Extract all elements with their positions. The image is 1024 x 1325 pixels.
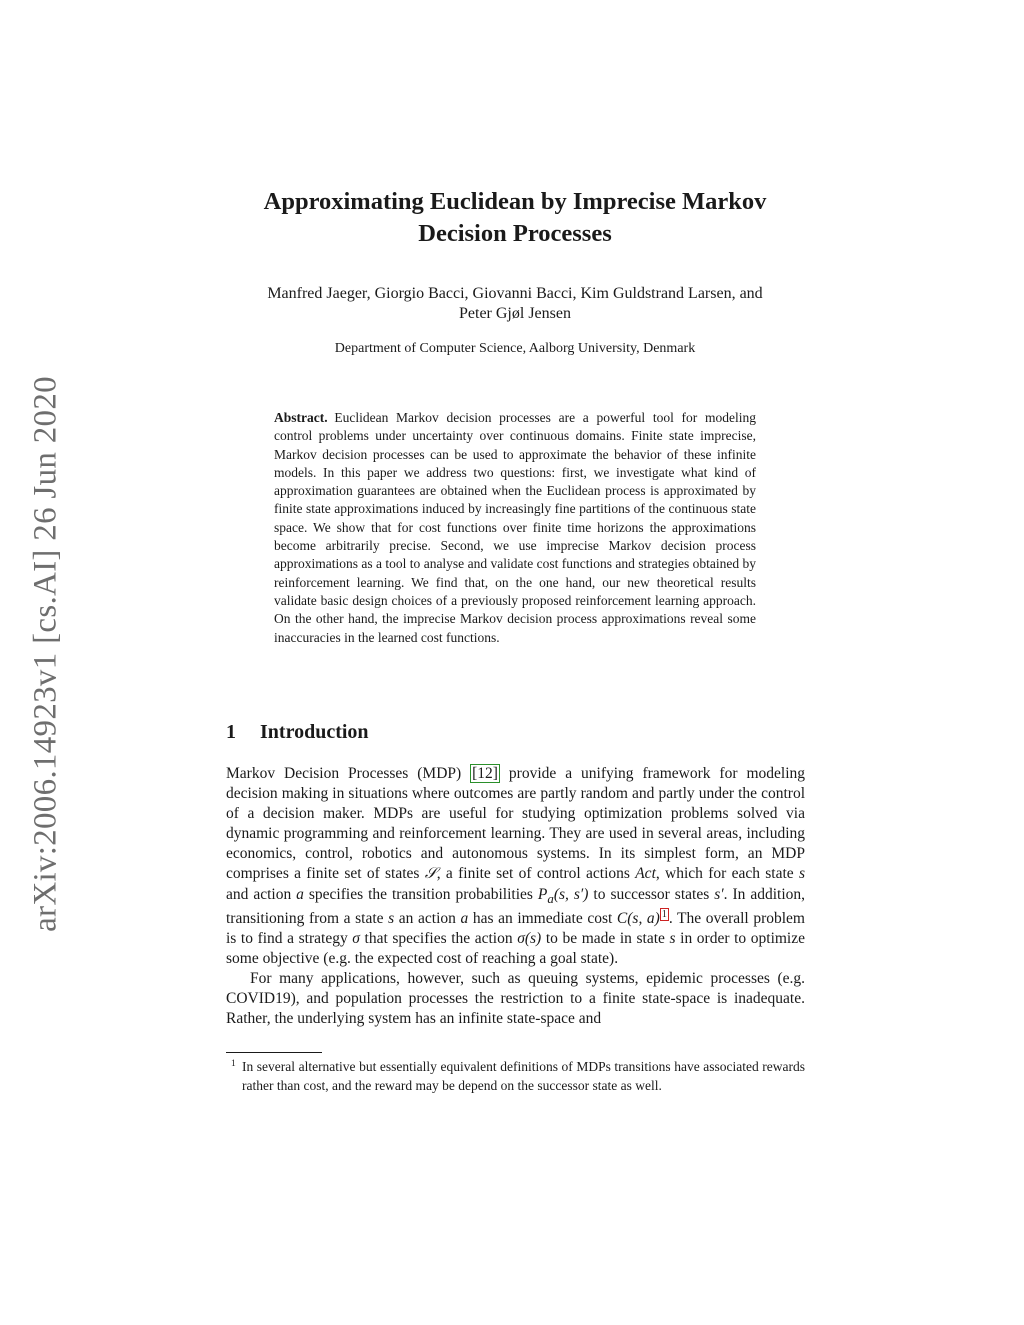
footnote <box>226 1057 805 1095</box>
citation-link[interactable]: [12] <box>472 765 498 782</box>
section-title: Introduction <box>260 721 369 743</box>
arxiv-identifier: arXiv:2006.14923v1 [cs.AI] 26 Jun 2020 <box>27 376 64 932</box>
abstract-text: Euclidean Markov decision processes are a powerful tool for modeling control problems under uncertainty over continuous domains. Finite state imprecise, Markov decision processes can be used to approximate the behavior of these infinite models. In this paper we address two questions: first, we investigate what kind of approximation guarantees are obtained when the Euclidean process is approximated by finite state approximations induced by increasingly fine partitions of the continuous state space. We show that for cost functions over finite time horizons the approximations become arbitrarily precise. Second, we use imprecise Markov decision process approximations as a tool to analyse and validate cost functions and strategies obtained by reinforcement learning. We find that, on the one hand, our new theoretical results validate basic design choices of a previously proposed reinforcement learning approach. On the other hand, the imprecise Markov decision process approximations reveal some inaccuracies in the learned cost functions. <box>274 410 756 645</box>
intro-paragraph-1: Markov Decision Processes (MDP) [12] provide a unifying framework for modeling decision making in situations where outcomes are partly random and partly under the control of a decision maker. MDPs are useful for studying optimization problems solved via dynamic programming and reinforcement learning. They are used in several areas, including economics, control, robotics and autonomous systems. In its simplest form, an MDP comprises a finite set of states 𝒮, a finite set of control actions Act, which for each state s and action a specifies the transition probabilities $P_a(s$, s′) to successor states s′. In addition, transitioning from a state s an action a has an immediate cost C(s, a) $^1$ . The overall problem is to find a strategy σ that specifies the action σ(s) to be made in state s in order to optimize some objective (e.g. the expected cost of reaching a goal state). <box>226 765 806 967</box>
abstract-label: Abstract. <box>274 410 328 425</box>
footnote-text: In several alternative but essentially equivalent definitions of MDPs transitions have associated rewards rather than cost, and the reward may be depend on the successor state as well. <box>242 1059 805 1093</box>
authors-line-2: Peter Gjøl Jensen <box>459 305 571 322</box>
intro-paragraph-2: For many applications, however, such as queuing systems, epidemic processes (e.g. COVID19), and population processes the restriction to a finite state-space is inadequate. Rather, the underlying system has an infinite state-space and <box>226 970 805 1028</box>
authors-line-1: Manfred Jaeger, Giorgio Bacci, Giovanni Bacci, Kim Guldstrand Larsen, and <box>267 285 763 302</box>
section-body <box>226 764 805 1029</box>
paper-title <box>200 186 830 250</box>
title-line-1: Approximating Euclidean by Imprecise Markov <box>263 188 767 215</box>
title-line-2: Decision Processes <box>418 220 612 247</box>
footnote-link[interactable]: 1 <box>661 908 667 920</box>
author-list <box>200 284 830 324</box>
footnote-rule <box>226 1052 322 1053</box>
arxiv-sidebar <box>26 368 66 940</box>
abstract <box>274 409 756 647</box>
affiliation: Department of Computer Science, Aalborg University, Denmark <box>334 341 696 356</box>
section-number: 1 <box>226 721 236 743</box>
section-heading <box>226 719 369 745</box>
footnote-number: 1 <box>231 1059 236 1069</box>
